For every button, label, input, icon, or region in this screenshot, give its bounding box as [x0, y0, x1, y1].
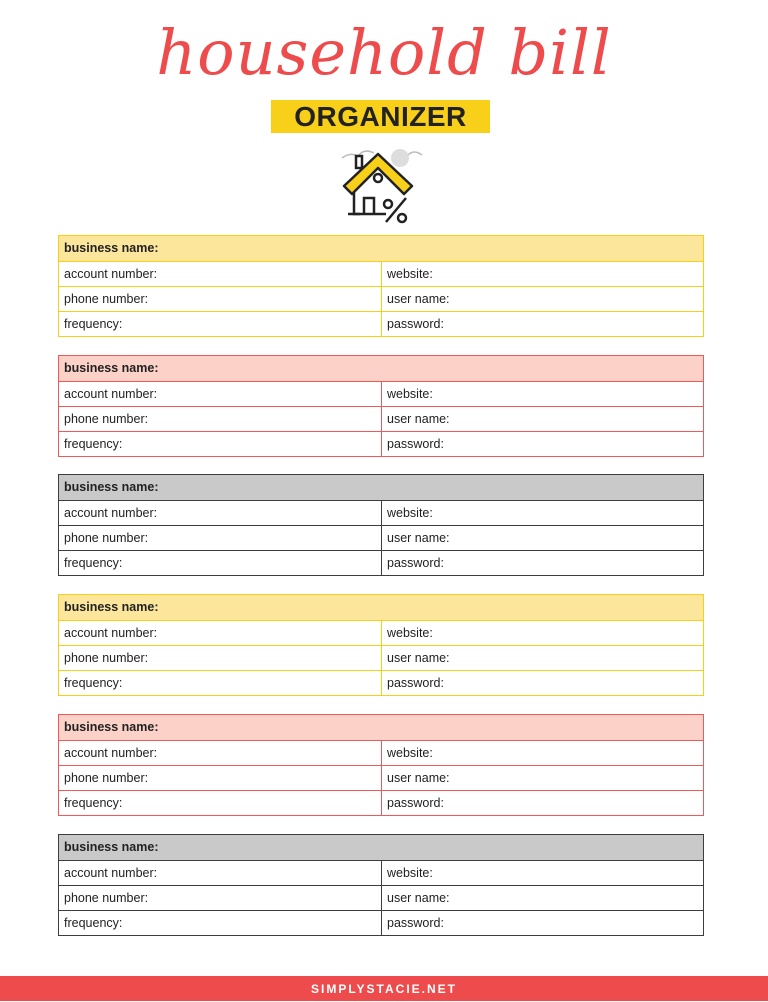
account-number-field[interactable]: account number: [59, 262, 382, 286]
bill-card [58, 474, 704, 576]
phone-number-field[interactable]: phone number: [59, 646, 382, 670]
frequency-field[interactable]: frequency: [59, 791, 382, 815]
website-field[interactable]: website: [387, 626, 433, 640]
website-field[interactable]: website: [387, 746, 433, 760]
frequency-field[interactable]: frequency: [59, 551, 382, 575]
page-title-script: household bill [156, 16, 612, 89]
phone-number-field[interactable]: phone number: [59, 766, 382, 790]
website-field[interactable]: website: [387, 506, 433, 520]
bill-card [58, 714, 704, 816]
business-name-field[interactable]: business name: [59, 356, 703, 381]
password-field[interactable]: password: [387, 676, 444, 690]
account-number-field[interactable]: account number: [59, 741, 382, 765]
page-title-badge: ORGANIZER [271, 100, 490, 133]
house-percent-icon [330, 140, 430, 230]
frequency-field[interactable]: frequency: [59, 671, 382, 695]
user-name-field[interactable]: user name: [387, 531, 450, 545]
bill-card [58, 355, 704, 457]
phone-number-field[interactable]: phone number: [59, 886, 382, 910]
bill-card [58, 235, 704, 337]
bill-card [58, 834, 704, 936]
business-name-field[interactable]: business name: [59, 835, 703, 860]
phone-number-field[interactable]: phone number: [59, 526, 382, 550]
password-field[interactable]: password: [387, 556, 444, 570]
account-number-field[interactable]: account number: [59, 621, 382, 645]
bill-card [58, 594, 704, 696]
account-number-field[interactable]: account number: [59, 382, 382, 406]
website-field[interactable]: website: [387, 267, 433, 281]
user-name-field[interactable]: user name: [387, 651, 450, 665]
password-field[interactable]: password: [387, 916, 444, 930]
account-number-field[interactable]: account number: [59, 861, 382, 885]
user-name-field[interactable]: user name: [387, 412, 450, 426]
user-name-field[interactable]: user name: [387, 771, 450, 785]
password-field[interactable]: password: [387, 437, 444, 451]
user-name-field[interactable]: user name: [387, 292, 450, 306]
phone-number-field[interactable]: phone number: [59, 287, 382, 311]
account-number-field[interactable]: account number: [59, 501, 382, 525]
business-name-field[interactable]: business name: [59, 715, 703, 740]
business-name-field[interactable]: business name: [59, 595, 703, 620]
business-name-field[interactable]: business name: [59, 475, 703, 500]
website-field[interactable]: website: [387, 387, 433, 401]
password-field[interactable]: password: [387, 317, 444, 331]
business-name-field[interactable]: business name: [59, 236, 703, 261]
frequency-field[interactable]: frequency: [59, 432, 382, 456]
password-field[interactable]: password: [387, 796, 444, 810]
user-name-field[interactable]: user name: [387, 891, 450, 905]
footer-site-link[interactable]: SIMPLYSTACIE.NET [0, 976, 768, 1001]
frequency-field[interactable]: frequency: [59, 911, 382, 935]
website-field[interactable]: website: [387, 866, 433, 880]
phone-number-field[interactable]: phone number: [59, 407, 382, 431]
frequency-field[interactable]: frequency: [59, 312, 382, 336]
